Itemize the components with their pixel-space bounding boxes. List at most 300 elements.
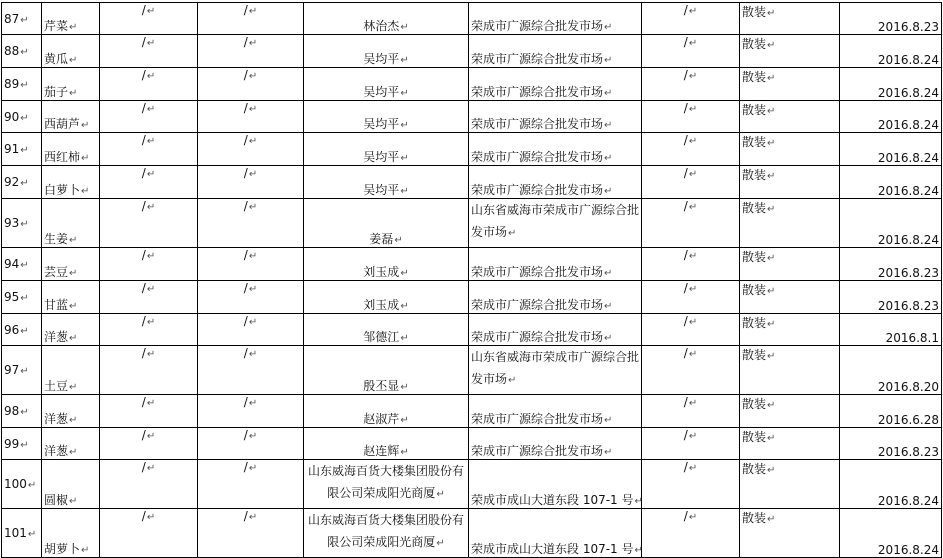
package-cell bbox=[740, 346, 840, 395]
brand-cell bbox=[198, 395, 304, 428]
product-name-text: 芸豆 bbox=[44, 265, 69, 279]
seller-text: 赵连辉 bbox=[363, 444, 400, 458]
package-cell bbox=[740, 3, 840, 35]
batch-cell bbox=[642, 35, 740, 68]
brand-cell bbox=[198, 248, 304, 281]
date-cell bbox=[840, 3, 942, 35]
date-cell bbox=[840, 346, 942, 395]
paragraph-mark-icon: ↵ bbox=[248, 104, 258, 115]
paragraph-mark-icon: ↵ bbox=[69, 382, 78, 393]
address-cell bbox=[469, 3, 642, 35]
paragraph-mark-icon: ↵ bbox=[604, 415, 613, 426]
address-cell bbox=[469, 133, 642, 166]
package-text: 散装 bbox=[742, 430, 767, 444]
spec-text: / bbox=[141, 199, 146, 213]
paragraph-mark-icon: ↵ bbox=[81, 153, 90, 164]
product-name-text: 茄子 bbox=[44, 85, 69, 99]
address-cell bbox=[469, 68, 642, 101]
paragraph-mark-icon: ↵ bbox=[146, 317, 156, 328]
paragraph-mark-icon: ↵ bbox=[604, 447, 613, 458]
paragraph-mark-icon: ↵ bbox=[248, 463, 258, 474]
spec-cell bbox=[100, 395, 198, 428]
brand-text: / bbox=[243, 101, 248, 115]
seller-text: 邹德江 bbox=[363, 330, 400, 344]
date-text: 2016.8.1 bbox=[885, 331, 939, 345]
paragraph-mark-icon: ↵ bbox=[146, 431, 156, 442]
spec-cell bbox=[100, 281, 198, 314]
brand-text: / bbox=[243, 166, 248, 180]
spec-cell bbox=[100, 509, 198, 558]
brand-cell bbox=[198, 346, 304, 395]
paragraph-mark-icon: ↵ bbox=[248, 202, 258, 213]
seller-text: 刘玉成 bbox=[363, 265, 400, 279]
paragraph-mark-icon: ↵ bbox=[604, 88, 613, 99]
paragraph-mark-icon: ↵ bbox=[69, 415, 78, 426]
package-text: 散装 bbox=[742, 462, 767, 476]
brand-text: / bbox=[243, 3, 248, 17]
seller-text: 吴均平 bbox=[363, 52, 400, 66]
batch-cell bbox=[642, 509, 740, 558]
product-name-text: 土豆 bbox=[44, 379, 69, 393]
row-number-text: 96 bbox=[4, 322, 20, 337]
paragraph-mark-icon: ↵ bbox=[20, 178, 29, 189]
paragraph-mark-icon: ↵ bbox=[248, 349, 258, 360]
seller-cell bbox=[304, 395, 469, 428]
seller-cell bbox=[304, 460, 469, 509]
paragraph-mark-icon: ↵ bbox=[248, 398, 258, 409]
row-number-cell bbox=[2, 346, 42, 395]
batch-cell bbox=[642, 3, 740, 35]
seller-cell bbox=[304, 199, 469, 248]
paragraph-mark-icon: ↵ bbox=[604, 268, 613, 279]
seller-cell bbox=[304, 314, 469, 346]
address-text: 荣成市广源综合批发市场 bbox=[471, 412, 604, 426]
seller-cell bbox=[304, 346, 469, 395]
paragraph-mark-icon: ↵ bbox=[248, 284, 258, 295]
product-name-cell bbox=[42, 68, 100, 101]
address-cell bbox=[469, 281, 642, 314]
seller-text: 殷丕显 bbox=[363, 379, 400, 393]
paragraph-mark-icon: ↵ bbox=[688, 349, 698, 360]
row-number-cell bbox=[2, 460, 42, 509]
paragraph-mark-icon: ↵ bbox=[767, 138, 776, 149]
paragraph-mark-icon: ↵ bbox=[248, 169, 258, 180]
paragraph-mark-icon: ↵ bbox=[146, 136, 156, 147]
batch-cell bbox=[642, 460, 740, 509]
address-text: 荣成市广源综合批发市场 bbox=[471, 265, 604, 279]
spec-text: / bbox=[141, 101, 146, 115]
address-cell bbox=[469, 248, 642, 281]
address-text: 荣成市广源综合批发市场 bbox=[471, 19, 604, 33]
paragraph-mark-icon: ↵ bbox=[146, 349, 156, 360]
date-cell bbox=[840, 35, 942, 68]
date-text: 2016.8.20 bbox=[877, 380, 939, 394]
table-row bbox=[2, 68, 942, 101]
address-text: 山东省威海市荣成市广源综合批发市场 bbox=[471, 203, 640, 239]
batch-cell bbox=[642, 133, 740, 166]
batch-text: / bbox=[683, 68, 688, 82]
product-name-text: 洋葱 bbox=[44, 412, 69, 426]
paragraph-mark-icon: ↵ bbox=[767, 73, 776, 84]
seller-cell bbox=[304, 68, 469, 101]
address-cell bbox=[469, 346, 642, 395]
date-cell bbox=[840, 199, 942, 248]
row-number-cell bbox=[2, 509, 42, 558]
address-text: 山东省威海市荣成市广源综合批发市场 bbox=[471, 350, 640, 386]
address-text: 荣成市广源综合批发市场 bbox=[471, 85, 604, 99]
package-text: 散装 bbox=[742, 103, 767, 117]
paragraph-mark-icon: ↵ bbox=[248, 6, 258, 17]
paragraph-mark-icon: ↵ bbox=[69, 301, 78, 312]
seller-cell bbox=[304, 101, 469, 133]
paragraph-mark-icon: ↵ bbox=[20, 407, 29, 418]
paragraph-mark-icon: ↵ bbox=[767, 319, 776, 330]
date-text: 2016.8.23 bbox=[877, 20, 939, 34]
batch-text: / bbox=[683, 199, 688, 213]
paragraph-mark-icon: ↵ bbox=[688, 136, 698, 147]
package-cell bbox=[740, 281, 840, 314]
date-cell bbox=[840, 281, 942, 314]
batch-cell bbox=[642, 199, 740, 248]
paragraph-mark-icon: ↵ bbox=[400, 153, 409, 164]
product-name-text: 西葫芦 bbox=[44, 117, 81, 131]
address-cell bbox=[469, 35, 642, 68]
batch-text: / bbox=[683, 101, 688, 115]
address-text: 荣成市广源综合批发市场 bbox=[471, 52, 604, 66]
spec-cell bbox=[100, 460, 198, 509]
batch-cell bbox=[642, 68, 740, 101]
paragraph-mark-icon: ↵ bbox=[767, 253, 776, 264]
row-number-cell bbox=[2, 101, 42, 133]
address-cell bbox=[469, 395, 642, 428]
spec-cell bbox=[100, 428, 198, 460]
brand-cell bbox=[198, 314, 304, 346]
date-cell bbox=[840, 101, 942, 133]
spec-text: / bbox=[141, 248, 146, 262]
spec-text: / bbox=[141, 428, 146, 442]
row-number-text: 98 bbox=[4, 404, 20, 418]
paragraph-mark-icon: ↵ bbox=[767, 40, 776, 51]
product-name-text: 洋葱 bbox=[44, 330, 69, 344]
product-name-text: 白萝卜 bbox=[44, 183, 81, 197]
paragraph-mark-icon: ↵ bbox=[69, 447, 78, 458]
batch-text: / bbox=[683, 509, 688, 523]
product-name-cell bbox=[42, 133, 100, 166]
spec-text: / bbox=[141, 281, 146, 295]
spec-cell bbox=[100, 166, 198, 199]
paragraph-mark-icon: ↵ bbox=[436, 489, 445, 500]
brand-text: / bbox=[243, 428, 248, 442]
paragraph-mark-icon: ↵ bbox=[248, 136, 258, 147]
batch-text: / bbox=[683, 3, 688, 17]
package-cell bbox=[740, 509, 840, 558]
batch-cell bbox=[642, 314, 740, 346]
table-row bbox=[2, 101, 942, 133]
brand-cell bbox=[198, 509, 304, 558]
row-number-cell bbox=[2, 68, 42, 101]
package-text: 散装 bbox=[742, 168, 767, 182]
batch-cell bbox=[642, 166, 740, 199]
spec-cell bbox=[100, 101, 198, 133]
row-number-cell bbox=[2, 314, 42, 346]
row-number-text: 92 bbox=[4, 175, 20, 189]
brand-text: / bbox=[243, 509, 248, 523]
batch-text: / bbox=[683, 314, 688, 328]
batch-text: / bbox=[683, 460, 688, 474]
paragraph-mark-icon: ↵ bbox=[400, 55, 409, 66]
paragraph-mark-icon: ↵ bbox=[634, 496, 643, 507]
product-name-cell bbox=[42, 248, 100, 281]
date-text: 2016.8.23 bbox=[877, 266, 939, 280]
package-text: 散装 bbox=[742, 135, 767, 149]
brand-text: / bbox=[243, 199, 248, 213]
paragraph-mark-icon: ↵ bbox=[767, 171, 776, 182]
row-number-text: 101 bbox=[4, 526, 27, 540]
address-text: 荣成市成山大道东段 107-1 号 bbox=[471, 542, 634, 556]
row-number-text: 87 bbox=[4, 11, 20, 26]
paragraph-mark-icon: ↵ bbox=[400, 301, 409, 312]
table-row bbox=[2, 346, 942, 395]
brand-cell bbox=[198, 101, 304, 133]
batch-text: / bbox=[683, 166, 688, 180]
date-text: 2016.6.28 bbox=[877, 413, 939, 427]
brand-cell bbox=[198, 166, 304, 199]
brand-cell bbox=[198, 199, 304, 248]
address-cell bbox=[469, 460, 642, 509]
package-cell bbox=[740, 68, 840, 101]
paragraph-mark-icon: ↵ bbox=[688, 251, 698, 262]
product-name-cell bbox=[42, 35, 100, 68]
date-cell bbox=[840, 68, 942, 101]
address-text: 荣成市广源综合批发市场 bbox=[471, 298, 604, 312]
product-name-text: 甘蓝 bbox=[44, 298, 69, 312]
table-row bbox=[2, 199, 942, 248]
row-number-text: 97 bbox=[4, 363, 20, 377]
brand-text: / bbox=[243, 133, 248, 147]
paragraph-mark-icon: ↵ bbox=[400, 88, 409, 99]
paragraph-mark-icon: ↵ bbox=[146, 251, 156, 262]
date-text: 2016.8.24 bbox=[877, 184, 939, 198]
paragraph-mark-icon: ↵ bbox=[767, 204, 776, 215]
row-number-cell bbox=[2, 35, 42, 68]
product-name-text: 黄瓜 bbox=[44, 52, 69, 66]
date-cell bbox=[840, 509, 942, 558]
paragraph-mark-icon: ↵ bbox=[69, 496, 78, 507]
seller-text: 吴均平 bbox=[363, 150, 400, 164]
seller-text: 山东威海百货大楼集团股份有限公司荣成阳光商厦 bbox=[307, 464, 464, 500]
spec-cell bbox=[100, 199, 198, 248]
table-row bbox=[2, 166, 942, 199]
brand-cell bbox=[198, 133, 304, 166]
package-cell bbox=[740, 199, 840, 248]
package-text: 散装 bbox=[742, 37, 767, 51]
paragraph-mark-icon: ↵ bbox=[688, 284, 698, 295]
paragraph-mark-icon: ↵ bbox=[400, 415, 409, 426]
row-number-cell bbox=[2, 248, 42, 281]
row-number-cell bbox=[2, 395, 42, 428]
paragraph-mark-icon: ↵ bbox=[767, 351, 776, 362]
spec-text: / bbox=[141, 509, 146, 523]
address-text: 荣成市广源综合批发市场 bbox=[471, 150, 604, 164]
spec-text: / bbox=[141, 166, 146, 180]
spec-cell bbox=[100, 68, 198, 101]
product-name-text: 西红柿 bbox=[44, 150, 81, 164]
date-cell bbox=[840, 166, 942, 199]
paragraph-mark-icon: ↵ bbox=[436, 538, 445, 549]
paragraph-mark-icon: ↵ bbox=[400, 268, 409, 279]
batch-text: / bbox=[683, 281, 688, 295]
batch-cell bbox=[642, 346, 740, 395]
row-number-text: 100 bbox=[4, 477, 27, 491]
paragraph-mark-icon: ↵ bbox=[81, 120, 90, 131]
paragraph-mark-icon: ↵ bbox=[20, 325, 29, 337]
paragraph-mark-icon: ↵ bbox=[146, 104, 156, 115]
spec-cell bbox=[100, 346, 198, 395]
paragraph-mark-icon: ↵ bbox=[69, 22, 78, 33]
paragraph-mark-icon: ↵ bbox=[146, 398, 156, 409]
table-row bbox=[2, 281, 942, 314]
brand-text: / bbox=[243, 35, 248, 49]
paragraph-mark-icon: ↵ bbox=[20, 112, 29, 124]
seller-cell bbox=[304, 35, 469, 68]
paragraph-mark-icon: ↵ bbox=[69, 88, 78, 99]
paragraph-mark-icon: ↵ bbox=[146, 512, 156, 523]
spec-cell bbox=[100, 133, 198, 166]
paragraph-mark-icon: ↵ bbox=[767, 286, 776, 297]
package-text: 散装 bbox=[742, 250, 767, 264]
brand-cell bbox=[198, 281, 304, 314]
package-cell bbox=[740, 395, 840, 428]
product-name-text: 圆椒 bbox=[44, 493, 69, 507]
spec-cell bbox=[100, 248, 198, 281]
paragraph-mark-icon: ↵ bbox=[20, 366, 29, 377]
brand-text: / bbox=[243, 248, 248, 262]
batch-text: / bbox=[683, 35, 688, 49]
paragraph-mark-icon: ↵ bbox=[20, 145, 29, 156]
table-row bbox=[2, 428, 942, 460]
date-text: 2016.8.24 bbox=[877, 151, 939, 165]
paragraph-mark-icon: ↵ bbox=[688, 512, 698, 523]
address-text: 荣成市广源综合批发市场 bbox=[471, 330, 604, 344]
row-number-text: 88 bbox=[4, 44, 20, 58]
batch-text: / bbox=[683, 133, 688, 147]
paragraph-mark-icon: ↵ bbox=[688, 317, 698, 328]
batch-text: / bbox=[683, 395, 688, 409]
batch-cell bbox=[642, 281, 740, 314]
product-name-cell bbox=[42, 101, 100, 133]
seller-cell bbox=[304, 3, 469, 35]
product-name-cell bbox=[42, 166, 100, 199]
product-name-text: 生姜 bbox=[44, 232, 69, 246]
seller-text: 刘玉成 bbox=[363, 298, 400, 312]
address-cell bbox=[469, 101, 642, 133]
paragraph-mark-icon: ↵ bbox=[20, 219, 29, 230]
paragraph-mark-icon: ↵ bbox=[767, 400, 776, 411]
batch-cell bbox=[642, 395, 740, 428]
paragraph-mark-icon: ↵ bbox=[688, 431, 698, 442]
product-name-cell bbox=[42, 199, 100, 248]
paragraph-mark-icon: ↵ bbox=[248, 431, 258, 442]
product-name-cell bbox=[42, 281, 100, 314]
product-name-text: 芹菜 bbox=[44, 19, 69, 33]
row-number-text: 95 bbox=[4, 290, 20, 304]
table-row bbox=[2, 133, 942, 166]
address-text: 荣成市广源综合批发市场 bbox=[471, 183, 604, 197]
paragraph-mark-icon: ↵ bbox=[604, 301, 613, 312]
package-cell bbox=[740, 101, 840, 133]
date-cell bbox=[840, 460, 942, 509]
product-name-cell bbox=[42, 460, 100, 509]
paragraph-mark-icon: ↵ bbox=[688, 38, 698, 49]
paragraph-mark-icon: ↵ bbox=[248, 71, 258, 82]
brand-text: / bbox=[243, 68, 248, 82]
row-number-text: 89 bbox=[4, 77, 20, 91]
address-cell bbox=[469, 428, 642, 460]
paragraph-mark-icon: ↵ bbox=[604, 153, 613, 164]
paragraph-mark-icon: ↵ bbox=[688, 463, 698, 474]
spec-text: / bbox=[141, 68, 146, 82]
paragraph-mark-icon: ↵ bbox=[767, 514, 776, 525]
date-cell bbox=[840, 395, 942, 428]
brand-text: / bbox=[243, 346, 248, 360]
paragraph-mark-icon: ↵ bbox=[508, 375, 517, 386]
paragraph-mark-icon: ↵ bbox=[81, 186, 90, 197]
address-cell bbox=[469, 199, 642, 248]
date-text: 2016.8.24 bbox=[877, 543, 939, 557]
row-number-text: 90 bbox=[4, 109, 20, 124]
paragraph-mark-icon: ↵ bbox=[248, 38, 258, 49]
product-name-cell bbox=[42, 3, 100, 35]
seller-text: 吴均平 bbox=[363, 183, 400, 197]
paragraph-mark-icon: ↵ bbox=[394, 235, 403, 246]
paragraph-mark-icon: ↵ bbox=[81, 545, 90, 556]
date-text: 2016.8.24 bbox=[877, 494, 939, 508]
seller-text: 林治杰 bbox=[363, 19, 400, 33]
address-text: 荣成市广源综合批发市场 bbox=[471, 117, 604, 131]
brand-cell bbox=[198, 460, 304, 509]
address-cell bbox=[469, 314, 642, 346]
paragraph-mark-icon: ↵ bbox=[146, 284, 156, 295]
row-number-cell bbox=[2, 428, 42, 460]
batch-text: / bbox=[683, 248, 688, 262]
brand-text: / bbox=[243, 314, 248, 328]
package-cell bbox=[740, 460, 840, 509]
date-text: 2016.8.23 bbox=[877, 445, 939, 459]
paragraph-mark-icon: ↵ bbox=[27, 480, 37, 491]
paragraph-mark-icon: ↵ bbox=[604, 120, 613, 131]
table-body bbox=[2, 3, 942, 558]
paragraph-mark-icon: ↵ bbox=[248, 512, 258, 523]
seller-text: 吴均平 bbox=[363, 85, 400, 99]
paragraph-mark-icon: ↵ bbox=[400, 120, 409, 131]
seller-cell bbox=[304, 509, 469, 558]
row-number-text: 94 bbox=[4, 257, 20, 271]
batch-text: / bbox=[683, 428, 688, 442]
row-number-cell bbox=[2, 133, 42, 166]
inspection-table bbox=[1, 2, 942, 558]
date-text: 2016.8.24 bbox=[877, 233, 939, 247]
paragraph-mark-icon: ↵ bbox=[20, 80, 29, 91]
spec-text: / bbox=[141, 3, 146, 17]
paragraph-mark-icon: ↵ bbox=[69, 55, 78, 66]
paragraph-mark-icon: ↵ bbox=[400, 333, 409, 344]
package-cell bbox=[740, 314, 840, 346]
spec-text: / bbox=[141, 460, 146, 474]
product-name-cell bbox=[42, 346, 100, 395]
spec-cell bbox=[100, 35, 198, 68]
paragraph-mark-icon: ↵ bbox=[767, 465, 776, 476]
table-row bbox=[2, 35, 942, 68]
